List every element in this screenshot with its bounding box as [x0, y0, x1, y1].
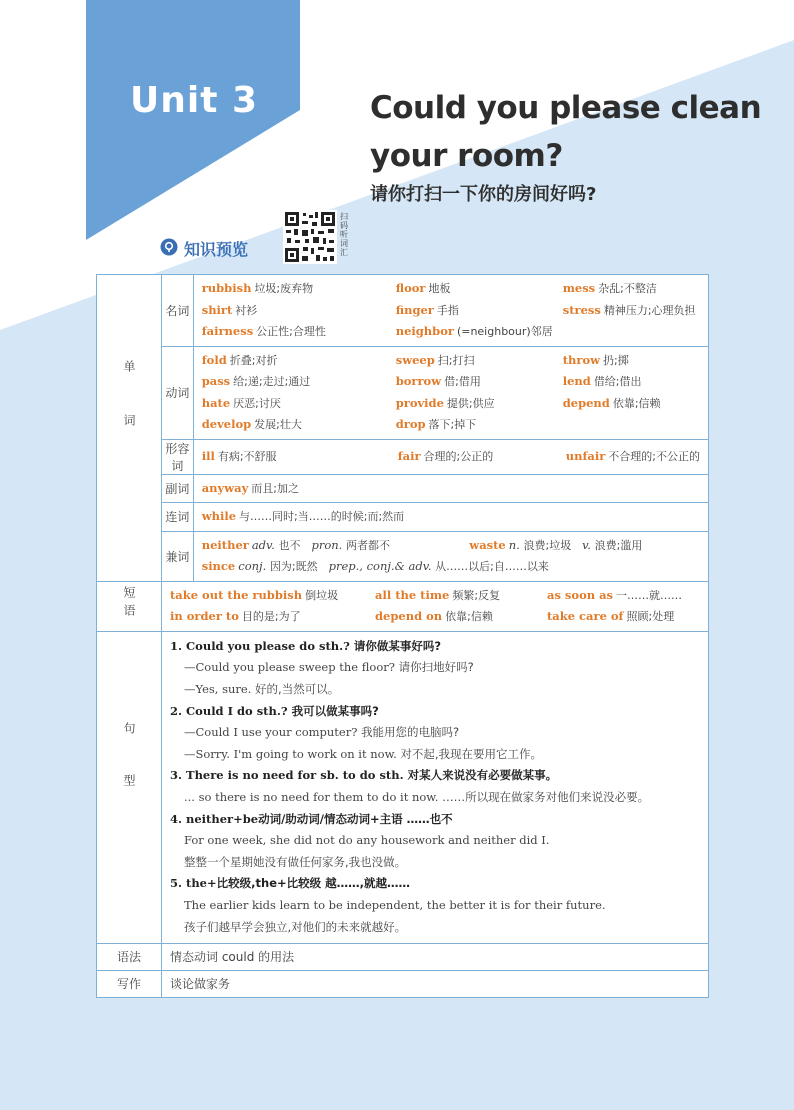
adverbs-label: 副词 — [162, 474, 194, 503]
conjunctions-label: 连词 — [162, 503, 194, 532]
writing-row — [97, 971, 709, 998]
qr-caption: 扫码听词汇 — [340, 212, 348, 257]
list-item: neighbor (=neighbour)邻居 — [395, 324, 553, 338]
list-item: finger 手指 — [395, 302, 459, 317]
list-item: shirt 衬衫 — [201, 302, 258, 317]
sentences-row — [97, 631, 709, 943]
section-writing: 写作 — [97, 971, 162, 998]
list-item: pass 给;递;走过;通过 — [201, 374, 311, 388]
list-item: fold 折叠;对折 — [201, 352, 278, 367]
adverbs-row — [97, 474, 709, 503]
unit-label: Unit 3 — [130, 80, 258, 121]
list-item: throw 扔;掷 — [562, 352, 629, 367]
list-item: borrow 借;借用 — [395, 374, 481, 388]
grammar-row — [97, 944, 709, 971]
conjunctions-row — [97, 503, 709, 532]
sentence-pattern-3: 3. There is no need for sb. to do sth. 对某人来说没有必要做某事。 ... so there is no need for them to do it now. ……所以现在做家务对他们来说没必要。 — [170, 768, 650, 805]
list-item: take care of 照顾;处理 — [547, 609, 675, 624]
verbs-row — [97, 346, 709, 439]
adjectives-row — [97, 439, 709, 474]
list-item: take out the rubbish 倒垃圾 — [170, 587, 339, 602]
list-item: rubbish 垃圾;废弃物 — [201, 281, 314, 295]
list-item: in order to 目的是;为了 — [170, 609, 301, 624]
page-title: Could you please clean your room? — [370, 90, 762, 174]
sentence-pattern-5: 5. the+比较级,the+比较级 越……,就越…… The earlier kids learn to be independent, the better it is for their future. 孩子们越早学会独立,对他们的未来就越好。 — [170, 876, 606, 934]
list-item: since conj. 因为;既然 prep., conj.& adv. 从……以后;自……以来 — [201, 559, 549, 574]
preview-heading — [160, 237, 248, 260]
location-pin-icon — [160, 238, 178, 260]
phrases-row — [97, 581, 709, 631]
list-item: fairness 公正性;合理性 — [201, 324, 326, 338]
list-item: lend 借给;借出 — [562, 374, 642, 388]
section-sentences: 句型 — [97, 631, 162, 943]
sentence-pattern-4: 4. neither+be动词/助动词/情态动词+主语 ……也不 For one week, she did not do any housework and neither did I. 整整一个星期她没有做任何家务,我也没做。 — [170, 811, 550, 869]
page-subtitle-cn: 请你打扫一下你的房间好吗? — [370, 184, 597, 205]
adjectives-label: 形容词 — [162, 439, 194, 474]
list-item: neither adv. 也不 pron. 两者都不 waste n. 浪费;垃圾 v. 浪费;滥用 — [201, 537, 643, 552]
list-item: floor 地板 — [395, 281, 451, 295]
list-item: sweep 扫;打扫 — [395, 352, 475, 367]
list-item: develop 发展;壮大 — [201, 417, 302, 431]
section-vocab: 单词 — [97, 275, 162, 582]
phrases-list — [170, 585, 700, 628]
section-phrases: 短语 — [97, 581, 162, 631]
preview-label: 知识预览 — [184, 240, 249, 259]
list-item: provide 提供;供应 — [395, 395, 495, 410]
verbs-list — [202, 350, 700, 436]
list-item: anyway 而且;加之 — [201, 480, 299, 495]
qr-code-icon[interactable] — [283, 210, 337, 264]
list-item: hate 厌恶;讨厌 — [201, 395, 281, 410]
grammar-text: 情态动词 could 的用法 — [162, 944, 709, 971]
verbs-label: 动词 — [162, 346, 194, 439]
section-grammar: 语法 — [97, 944, 162, 971]
list-item: all the time 频繁;反复 — [375, 587, 501, 602]
list-item: ill 有病;不舒服 — [201, 448, 277, 463]
list-item: stress 精神压力;心理负担 — [562, 302, 696, 317]
list-item: unfair 不合理的;不公正的 — [565, 448, 700, 463]
nouns-row — [97, 275, 709, 347]
sentence-pattern-2: 2. Could I do sth.? 我可以做某事吗? —Could I use your computer? 我能用您的电脑吗? —Sorry. I'm going to work on it now. 对不起,我现在要用它工作。 — [170, 703, 543, 761]
writing-text: 谈论做家务 — [162, 971, 709, 998]
nouns-label: 名词 — [162, 275, 194, 347]
list-item: as soon as 一……就…… — [547, 587, 683, 602]
list-item: drop 落下;掉下 — [395, 417, 477, 431]
list-item: while 与……同时;当……的时候;而;然而 — [201, 509, 405, 524]
nouns-list — [202, 278, 700, 343]
list-item: mess 杂乱;不整洁 — [562, 281, 657, 295]
list-item: depend on 依靠;信赖 — [375, 609, 493, 624]
multi-label: 兼词 — [162, 531, 194, 581]
adjectives-list — [202, 446, 700, 468]
multi-row — [97, 531, 709, 581]
knowledge-preview-table — [96, 274, 709, 998]
list-item: depend 依靠;信赖 — [562, 395, 661, 410]
list-item: fair 合理的;公正的 — [397, 448, 494, 463]
sentence-pattern-1: 1. Could you please do sth.? 请你做某事好吗? —Could you please sweep the floor? 请你扫地好吗? —Yes, sure. 好的,当然可以。 — [170, 638, 474, 697]
